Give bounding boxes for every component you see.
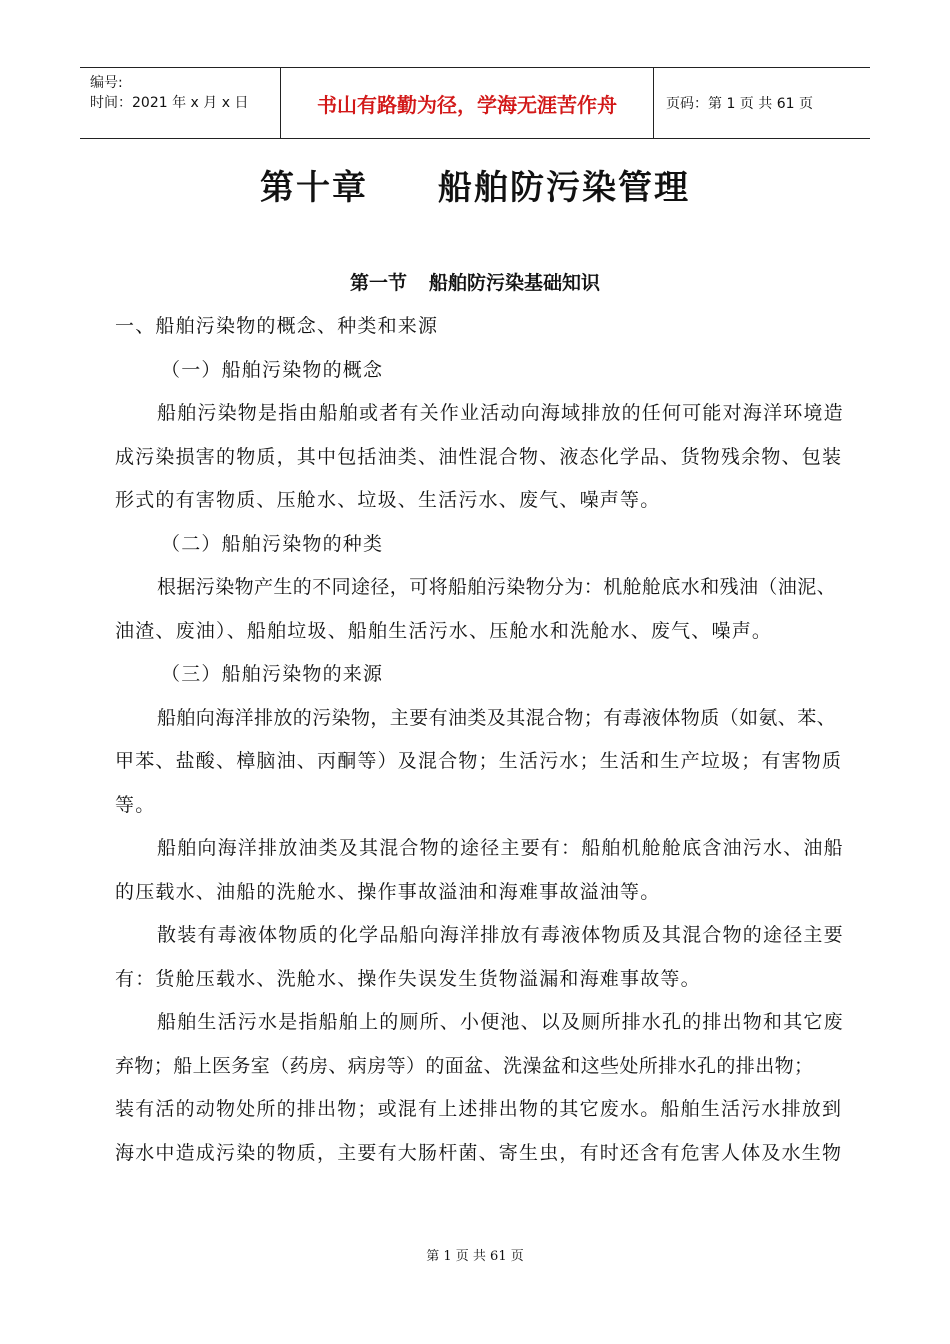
paragraph-line: 弃物；船上医务室（药房、病房等）的面盆、洗澡盆和这些处所排水孔的排出物； (115, 1054, 814, 1077)
document-header (80, 67, 870, 139)
paragraph-line: 根据污染物产生的不同途径，可将船舶污染物分为：机舱舱底水和残油（油泥、 (157, 576, 837, 598)
paragraph-line: 形式的有害物质、压舱水、垃圾、生活污水、废气、噪声等。 (115, 489, 661, 511)
section-title (0, 268, 950, 295)
paragraph-line: 的压载水、油船的洗舱水、操作事故溢油和海难事故溢油等。 (115, 880, 661, 903)
paragraph-line: 海水中造成污染的物质，主要有大肠杆菌、寄生虫，有时还含有危害人体及水生物 (115, 1141, 843, 1164)
document-time-label: 时间：2021 年 x 月 x 日 (90, 95, 249, 111)
section-name: 船舶防污染基础知识 (429, 272, 601, 294)
chapter-title (0, 160, 950, 209)
section-number: 第一节 (349, 272, 407, 294)
paragraph-line: 装有活的动物处所的排出物；或混有上述排出物的其它废水。船舶生活污水排放到 (115, 1098, 843, 1120)
paragraph-line: 等。 (115, 793, 156, 816)
paragraph-line: 甲苯、盐酸、樟脑油、丙酮等）及混合物；生活污水；生活和生产垃圾；有害物质 (115, 750, 843, 772)
paragraph-line: 船舶向海洋排放油类及其混合物的途径主要有：船舶机舱舱底含油污水、油船 (157, 837, 844, 859)
page-footer: 第 1 页 共 61 页 (426, 1249, 524, 1264)
chapter-number: 第十章 (260, 168, 368, 208)
header-meta-cell (80, 68, 281, 138)
header-motto: 书山有路勤为径，学海无涯苦作舟 (281, 68, 654, 138)
paragraph-line: 散装有毒液体物质的化学品船向海洋排放有毒液体物质及其混合物的途径主要 (157, 924, 844, 946)
paragraph-line: 成污染损害的物质，其中包括油类、油性混合物、液态化学品、货物残余物、包装 (115, 445, 843, 468)
paragraph-line: 船舶向海洋排放的污染物，主要有油类及其混合物；有毒液体物质（如氨、苯、 (157, 706, 837, 729)
chapter-name: 船舶防污染管理 (438, 168, 690, 208)
paragraph-line: 船舶污染物是指由船舶或者有关作业活动向海域排放的任何可能对海洋环境造 (157, 402, 844, 424)
subheading: （三）船舶污染物的来源 (161, 663, 384, 685)
paragraph-line: 船舶生活污水是指船舶上的厕所、小便池、以及厕所排水孔的排出物和其它废 (157, 1011, 844, 1033)
paragraph-line: 油渣、废油）、船舶垃圾、船舶生活污水、压舱水和洗舱水、废气、噪声。 (115, 619, 773, 642)
heading-level-1: 一、船舶污染物的概念、种类和来源 (115, 315, 439, 337)
paragraph-line: 有：货舱压载水、洗舱水、操作失误发生货物溢漏和海难事故等。 (115, 967, 701, 990)
document-number-label: 编号: (90, 75, 123, 91)
body-text (115, 305, 937, 1175)
subheading: （二）船舶污染物的种类 (161, 532, 384, 555)
subheading: （一）船舶污染物的概念 (161, 358, 384, 381)
header-page-info: 页码：第 1 页 共 61 页 (666, 96, 813, 112)
